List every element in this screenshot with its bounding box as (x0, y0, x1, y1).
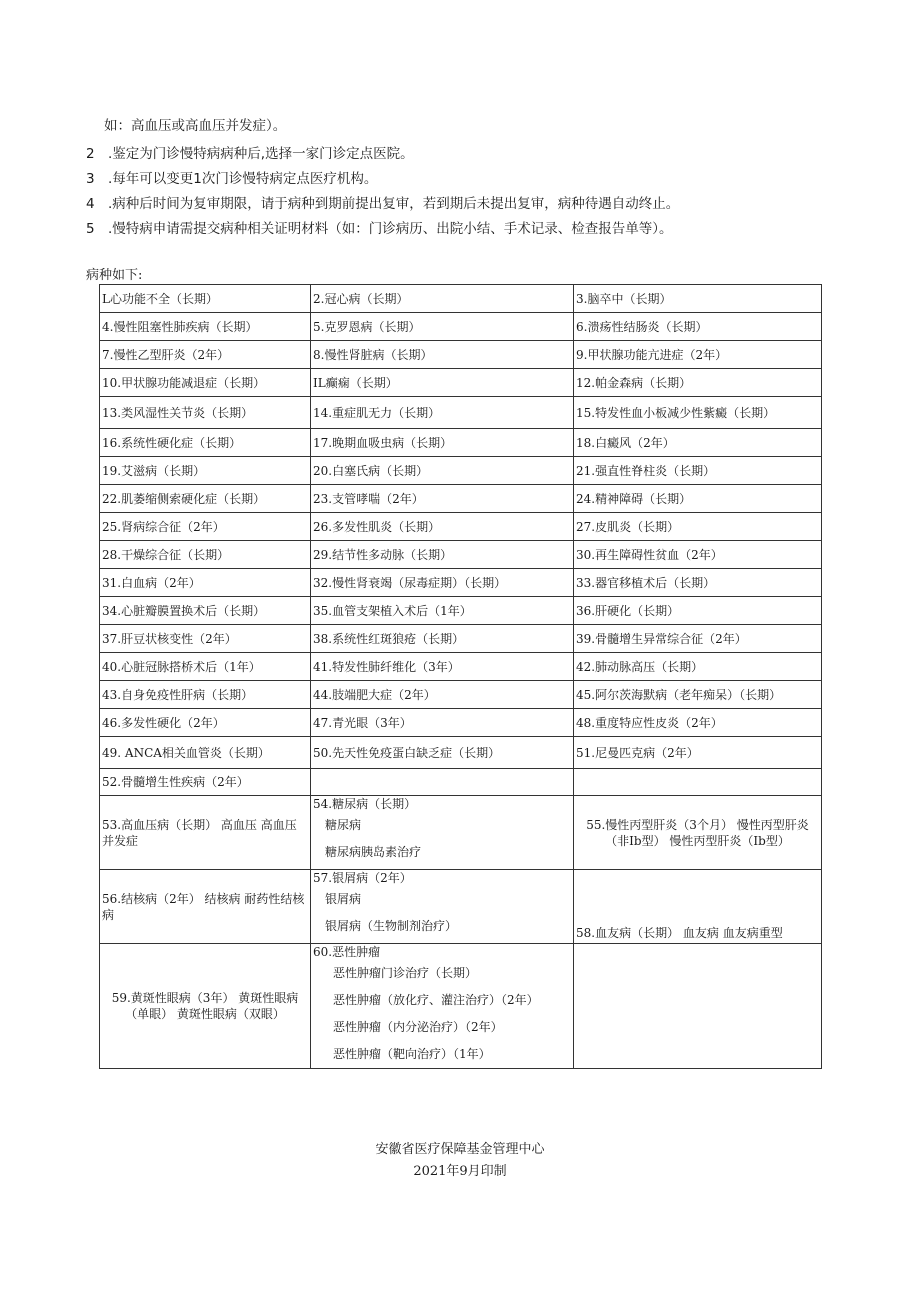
table-row (100, 796, 822, 870)
disease-cell: 2.冠心病（长期） (311, 285, 574, 313)
disease-cell: 40.心脏冠脉搭桥术后（1年） (100, 653, 311, 681)
disease-cell: 9.甲状腺功能亢进症（2年） (574, 341, 822, 369)
disease-cell: IL癫痫（长期） (311, 369, 574, 397)
disease-cell: 46.多发性硬化（2年） (100, 709, 311, 737)
table-row (100, 769, 822, 796)
disease-cell: 43.自身免疫性肝病（长期） (100, 681, 311, 709)
table-row (100, 429, 822, 457)
disease-cell: 32.慢性肾衰竭（尿毒症期）（长期） (311, 569, 574, 597)
disease-cell: 42.肺动脉高压（长期） (574, 653, 822, 681)
table-row (100, 709, 822, 737)
disease-cell: 60.恶性肿瘤 恶性肿瘤门诊治疗（长期） 恶性肿瘤（放化疗、灌注治疗）（2年） 恶性肿瘤（内分泌治疗）（2年） 恶性肿瘤（靶向治疗）（1年） (311, 944, 574, 1069)
disease-cell: 57.银屑病（2年） 银屑病 银屑病（生物制剂治疗） (311, 870, 574, 944)
disease-cell (311, 769, 574, 796)
disease-cell: 55.慢性丙型肝炎（3个月） 慢性丙型肝炎（非Ib型） 慢性丙型肝炎（Ib型） (574, 796, 822, 870)
disease-cell: 28.干燥综合征（长期） (100, 541, 311, 569)
disease-cell: 47.青光眼（3年） (311, 709, 574, 737)
table-row (100, 485, 822, 513)
disease-cell: 15.特发性血小板减少性紫癜（长期） (574, 397, 822, 429)
table-row (100, 569, 822, 597)
disease-table (99, 284, 822, 1069)
disease-cell: 48.重度特应性皮炎（2年） (574, 709, 822, 737)
intro-first-line: 如：高血压或高血压并发症）。 (104, 118, 287, 134)
disease-cell: 10.甲状腺功能减退症（长期） (100, 369, 311, 397)
table-row (100, 341, 822, 369)
disease-cell: 54.糖尿病（长期） 糖尿病 糖尿病胰岛素治疗 (311, 796, 574, 870)
disease-cell: L心功能不全（长期） (100, 285, 311, 313)
note-item: 4 .病种后时间为复审期限，请于病种到期前提出复审，若到期后未提出复审，病种待遇自动终止。 (86, 196, 680, 212)
table-row (100, 541, 822, 569)
disease-cell: 7.慢性乙型肝炎（2年） (100, 341, 311, 369)
table-row (100, 681, 822, 709)
disease-cell: 39.骨髓增生异常综合征（2年） (574, 625, 822, 653)
disease-cell: 14.重症肌无力（长期） (311, 397, 574, 429)
disease-cell: 26.多发性肌炎（长期） (311, 513, 574, 541)
disease-cell: 37.肝豆状核变性（2年） (100, 625, 311, 653)
disease-cell: 23.支管哮喘（2年） (311, 485, 574, 513)
table-label: 病种如下: (86, 268, 143, 283)
table-row (100, 313, 822, 341)
disease-cell (574, 944, 822, 1069)
disease-cell: 8.慢性肾脏病（长期） (311, 341, 574, 369)
disease-cell: 21.强直性脊柱炎（长期） (574, 457, 822, 485)
disease-cell: 25.肾病综合征（2年） (100, 513, 311, 541)
disease-cell: 53.高血压病（长期） 高血压 高血压并发症 (100, 796, 311, 870)
disease-cell: 36.肝硬化（长期） (574, 597, 822, 625)
table-row (100, 737, 822, 769)
disease-cell: 44.肢端肥大症（2年） (311, 681, 574, 709)
disease-cell: 52.骨髓增生性疾病（2年） (100, 769, 311, 796)
table-row (100, 285, 822, 313)
disease-cell: 51.尼曼匹克病（2年） (574, 737, 822, 769)
disease-cell: 16.系统性硬化症（长期） (100, 429, 311, 457)
table-row (100, 870, 822, 944)
disease-cell: 38.系统性红斑狼疮（长期） (311, 625, 574, 653)
disease-cell: 30.再生障碍性贫血（2年） (574, 541, 822, 569)
disease-cell: 6.溃疡性结肠炎（长期） (574, 313, 822, 341)
disease-cell: 33.器官移植术后（长期） (574, 569, 822, 597)
disease-cell (574, 769, 822, 796)
table-row (100, 397, 822, 429)
table-row (100, 513, 822, 541)
disease-cell: 24.精神障碍（长期） (574, 485, 822, 513)
disease-cell: 50.先天性免疫蛋白缺乏症（长期） (311, 737, 574, 769)
disease-cell: 5.克罗恩病（长期） (311, 313, 574, 341)
disease-cell: 22.肌萎缩侧索硬化症（长期） (100, 485, 311, 513)
disease-cell: 41.特发性肺纤维化（3年） (311, 653, 574, 681)
note-item: 2 .鉴定为门诊慢特病病种后,选择一家门诊定点医院。 (86, 146, 414, 162)
disease-cell: 4.慢性阻塞性肺疾病（长期） (100, 313, 311, 341)
table-row (100, 457, 822, 485)
disease-cell: 45.阿尔茨海默病（老年痴呆）（长期） (574, 681, 822, 709)
table-row (100, 369, 822, 397)
disease-cell: 13.类风湿性关节炎（长期） (100, 397, 311, 429)
disease-cell: 17.晚期血吸虫病（长期） (311, 429, 574, 457)
disease-cell: 19.艾滋病（长期） (100, 457, 311, 485)
disease-cell: 58.血友病（长期） 血友病 血友病重型 (574, 870, 822, 944)
disease-cell: 35.血管支架植入术后（1年） (311, 597, 574, 625)
disease-cell: 29.结节性多动脉（长期） (311, 541, 574, 569)
note-item: 3 .每年可以变更1次门诊慢特病定点医疗机构。 (86, 171, 378, 187)
disease-cell: 3.脑卒中（长期） (574, 285, 822, 313)
disease-cell: 56.结核病（2年） 结核病 耐药性结核病 (100, 870, 311, 944)
disease-cell: 59.黄斑性眼病（3年） 黄斑性眼病（单眼） 黄斑性眼病（双眼） (100, 944, 311, 1069)
footer-org: 安徽省医疗保障基金管理中心 (375, 1142, 545, 1157)
disease-cell: 49. ANCA相关血管炎（长期） (100, 737, 311, 769)
table-row (100, 597, 822, 625)
disease-cell: 12.帕金森病（长期） (574, 369, 822, 397)
note-item: 5 .慢特病申请需提交病种相关证明材料（如：门诊病历、出院小结、手术记录、检查报告单等）。 (86, 221, 673, 237)
table-row (100, 653, 822, 681)
disease-cell: 20.白塞氏病（长期） (311, 457, 574, 485)
disease-cell: 18.白癜风（2年） (574, 429, 822, 457)
table-row (100, 944, 822, 1069)
table-row (100, 625, 822, 653)
disease-cell: 31.白血病（2年） (100, 569, 311, 597)
footer-date: 2021年9月印制 (413, 1164, 507, 1179)
disease-cell: 34.心脏瓣膜置换术后（长期） (100, 597, 311, 625)
disease-cell: 27.皮肌炎（长期） (574, 513, 822, 541)
